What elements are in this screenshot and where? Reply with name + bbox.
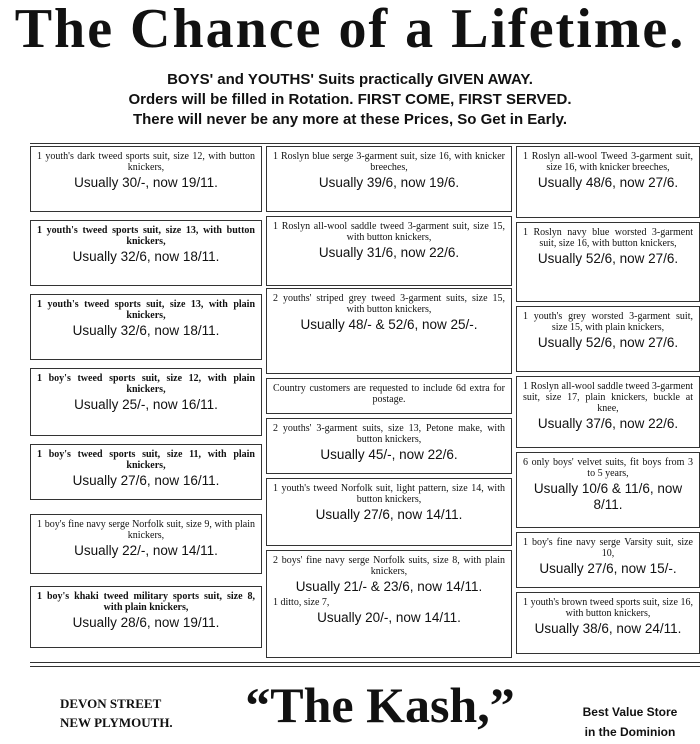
item-price: Usually 48/6, now 27/6. — [537, 175, 679, 190]
offer-cell — [516, 452, 700, 528]
tagline-line: in the Dominion — [584, 725, 676, 739]
offer-cell — [266, 478, 512, 546]
item-price: Usually 52/6, now 27/6. — [537, 251, 679, 266]
store-address — [60, 694, 173, 732]
bottom-divider — [30, 666, 700, 667]
item-price: Usually 48/- & 52/6, now 25/-. — [300, 317, 478, 332]
item-description: 1 boy's fine navy serge Norfolk suit, size 9, with plain knickers, — [37, 519, 255, 541]
item-description: 2 boys' fine navy serge Norfolk suits, size 8, with plain knickers, — [273, 555, 505, 577]
item-description: 2 youths' 3-garment suits, size 13, Petone make, with button knickers, — [273, 423, 505, 445]
address-street: DEVON STREET — [60, 696, 162, 711]
offer-column-1 — [30, 146, 262, 658]
offer-cell — [266, 550, 512, 658]
item-price: Usually 32/6, now 18/11. — [72, 323, 220, 338]
offer-cell — [30, 146, 262, 212]
item-price: Usually 21/- & 23/6, now 14/11. — [295, 579, 483, 594]
item-price: Usually 45/-, now 22/6. — [320, 447, 458, 462]
item-description: 1 boy's fine navy serge Varsity suit, size 10, — [523, 537, 693, 559]
subhead-line: There will never be any more at these Prices, So Get in Early. — [132, 111, 568, 128]
item-description: 1 youth's tweed sports suit, size 13, with button knickers, — [37, 225, 255, 247]
item-description: 1 boy's khaki tweed military sports suit, size 8, with plain knickers, — [37, 591, 255, 613]
subhead — [0, 70, 700, 130]
offer-cell — [30, 368, 262, 436]
item-price: Usually 27/6, now 16/11. — [72, 473, 220, 488]
item-description: 1 youth's grey worsted 3-garment suit, size 15, with plain knickers, — [523, 311, 693, 333]
item-price: Usually 52/6, now 27/6. — [537, 335, 679, 350]
item-description: 2 youths' striped grey tweed 3-garment suits, size 15, with button knickers, — [273, 293, 505, 315]
tagline-line: Best Value Store — [582, 705, 678, 719]
item-description: 1 youth's brown tweed sports suit, size 16, with button knickers, — [523, 597, 693, 619]
subhead-line: Orders will be filled in Rotation. FIRST COME, FIRST SERVED. — [128, 91, 572, 108]
item-price: Usually 27/6, now 14/11. — [315, 507, 463, 522]
item-price: Usually 25/-, now 16/11. — [74, 397, 218, 412]
item-description: 1 boy's tweed sports suit, size 11, with plain knickers, — [37, 449, 255, 471]
item-price: Usually 38/6, now 24/11. — [534, 621, 682, 636]
item-price: Usually 20/-, now 14/11. — [317, 610, 461, 625]
offer-cell — [30, 514, 262, 574]
item-description: 1 Roslyn all-wool Tweed 3-garment suit, size 16, with knicker breeches, — [523, 151, 693, 173]
offer-cell — [30, 294, 262, 360]
item-price: Usually 22/-, now 14/11. — [74, 543, 218, 558]
offer-cell — [266, 146, 512, 212]
offer-column-2 — [266, 146, 512, 658]
item-description: 1 boy's tweed sports suit, size 12, with plain knickers, — [37, 373, 255, 395]
offer-cell — [266, 288, 512, 374]
item-price: Usually 10/6 & 11/6, now 8/11. — [533, 481, 683, 512]
bottom-divider — [30, 662, 700, 663]
offer-cell — [516, 592, 700, 654]
offer-cell — [30, 220, 262, 286]
item-description: 1 Roslyn all-wool saddle tweed 3-garment suit, size 17, plain knickers, buckle at knee, — [523, 381, 693, 414]
offer-cell — [516, 222, 700, 302]
offer-cell — [516, 146, 700, 218]
offer-cell — [516, 532, 700, 588]
item-description: 6 only boys' velvet suits, fit boys from 3 to 5 years, — [523, 457, 693, 479]
top-divider — [30, 143, 700, 144]
item-description: 1 Roslyn all-wool saddle tweed 3-garment suit, size 15, with button knickers, — [273, 221, 505, 243]
item-price: Usually 28/6, now 19/11. — [72, 615, 220, 630]
store-brand: “The Kash,” — [245, 677, 515, 733]
address-town: NEW PLYMOUTH. — [60, 715, 173, 730]
offer-cell — [266, 216, 512, 286]
item-price: Usually 31/6, now 22/6. — [318, 245, 460, 260]
item-price: Usually 39/6, now 19/6. — [318, 175, 460, 190]
item-description: 1 ditto, size 7, — [273, 597, 330, 608]
offer-cell — [266, 418, 512, 474]
store-tagline — [560, 702, 700, 742]
headline: The Chance of a Lifetime. — [14, 0, 686, 60]
item-price: Usually 27/6, now 15/-. — [539, 561, 677, 576]
item-price: Usually 30/-, now 19/11. — [74, 175, 218, 190]
item-price: Usually 37/6, now 22/6. — [537, 416, 679, 431]
item-description: 1 youth's tweed sports suit, size 13, with plain knickers, — [37, 299, 255, 321]
offer-column-3 — [516, 146, 700, 658]
item-price: Usually 32/6, now 18/11. — [72, 249, 220, 264]
postage-note-text: Country customers are requested to include 6d extra for postage. — [273, 383, 505, 405]
offer-cell — [516, 306, 700, 372]
offer-cell — [30, 586, 262, 648]
offer-cell — [516, 376, 700, 448]
item-description: 1 youth's dark tweed sports suit, size 12, with button knickers, — [37, 151, 255, 173]
item-description: 1 youth's tweed Norfolk suit, light pattern, size 14, with button knickers, — [273, 483, 505, 505]
subhead-line: BOYS' and YOUTHS' Suits practically GIVEN AWAY. — [167, 71, 533, 88]
item-description: 1 Roslyn blue serge 3-garment suit, size 16, with knicker breeches, — [273, 151, 505, 173]
offer-cell — [30, 444, 262, 500]
offer-grid — [30, 146, 700, 658]
postage-note — [266, 378, 512, 414]
item-description: 1 Roslyn navy blue worsted 3-garment suit, size 16, with button knickers, — [523, 227, 693, 249]
